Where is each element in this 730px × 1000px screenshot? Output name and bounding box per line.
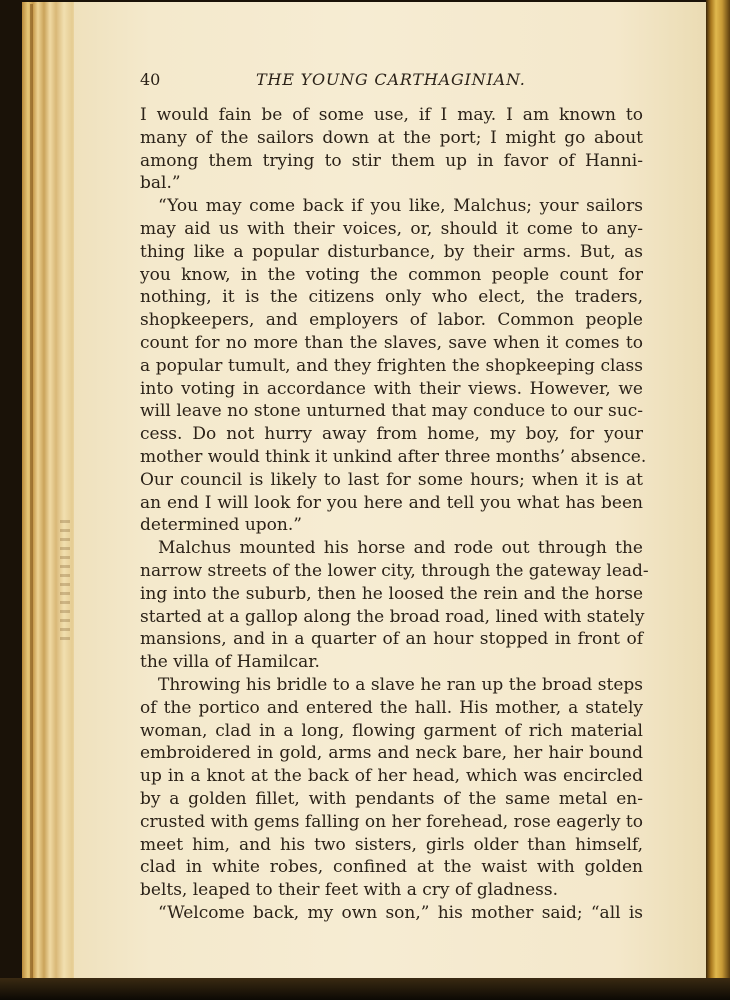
body-text xyxy=(140,104,649,925)
text-line: clad in white robes, confined at the waist with golden xyxy=(140,857,643,878)
gutter-marks xyxy=(60,520,70,640)
text-line: narrow streets of the lower city, through the gateway lead- xyxy=(140,560,649,581)
text-line: I would fain be of some use, if I may. I am known to xyxy=(140,105,643,125)
text-line: mansions, and in a quarter of an hour stopped in front of xyxy=(140,629,643,650)
text-line: of the portico and entered the hall. His mother, a stately xyxy=(140,697,643,718)
running-title: THE YOUNG CARTHAGINIAN. xyxy=(256,70,526,89)
text-line: count for no more than the slaves, save when it comes to xyxy=(140,332,643,353)
text-line: among them trying to stir them up in favor of Hanni- xyxy=(140,150,643,171)
text-line: cess. Do not hurry away from home, my boy, for your xyxy=(140,424,643,445)
text-line: Our council is likely to last for some hours; when it is at xyxy=(140,469,643,490)
text-line: an end I will look for you here and tell you what has been xyxy=(140,492,643,513)
gilt-page-edge xyxy=(706,0,730,1000)
text-line: bal.” xyxy=(140,173,181,194)
page-number: 40 xyxy=(140,70,161,89)
bottom-shadow xyxy=(0,978,730,1000)
text-line: by a golden fillet, with pendants of the same metal en- xyxy=(140,788,643,809)
text-line: crusted with gems falling on her forehead, rose eagerly to xyxy=(140,811,643,832)
text-line: determined upon.” xyxy=(140,515,302,536)
text-line: will leave no stone unturned that may conduce to our suc- xyxy=(140,401,643,422)
text-line: the villa of Hamilcar. xyxy=(140,652,320,673)
text-line: “Welcome back, my own son,” his mother said; “all is xyxy=(158,902,643,923)
text-line: ing into the suburb, then he loosed the rein and the horse xyxy=(140,583,643,604)
text-line: a popular tumult, and they frighten the shopkeeping class xyxy=(140,355,643,376)
text-line: many of the sailors down at the port; I might go about xyxy=(140,127,643,148)
text-line: Malchus mounted his horse and rode out through the xyxy=(158,538,643,559)
text-line: mother would think it unkind after three months’ absence. xyxy=(140,446,647,467)
text-line: “You may come back if you like, Malchus; your sailors xyxy=(158,196,643,217)
text-line: thing like a popular disturbance, by their arms. But, as xyxy=(140,241,643,262)
text-line: shopkeepers, and employers of labor. Common people xyxy=(140,310,643,331)
text-line: may aid us with their voices, or, should it come to any- xyxy=(140,218,643,239)
page-stack-shadow xyxy=(30,4,33,980)
text-line: embroidered in gold, arms and neck bare, her hair bound xyxy=(140,743,643,764)
text-line: nothing, it is the citizens only who elect, the traders, xyxy=(140,287,643,308)
text-line: belts, leaped to their feet with a cry of gladness. xyxy=(140,880,559,901)
text-line: Throwing his bridle to a slave he ran up the broad steps xyxy=(158,674,643,695)
text-line: you know, in the voting the common people count for xyxy=(140,264,643,285)
text-line: up in a knot at the back of her head, which was encircled xyxy=(140,766,643,787)
text-line: into voting in accordance with their views. However, we xyxy=(140,378,643,399)
text-line: started at a gallop along the broad road, lined with stately xyxy=(140,606,645,627)
running-header xyxy=(140,70,640,94)
text-line: woman, clad in a long, flowing garment of rich material xyxy=(140,720,643,741)
text-line: meet him, and his two sisters, girls older than himself, xyxy=(140,834,643,855)
